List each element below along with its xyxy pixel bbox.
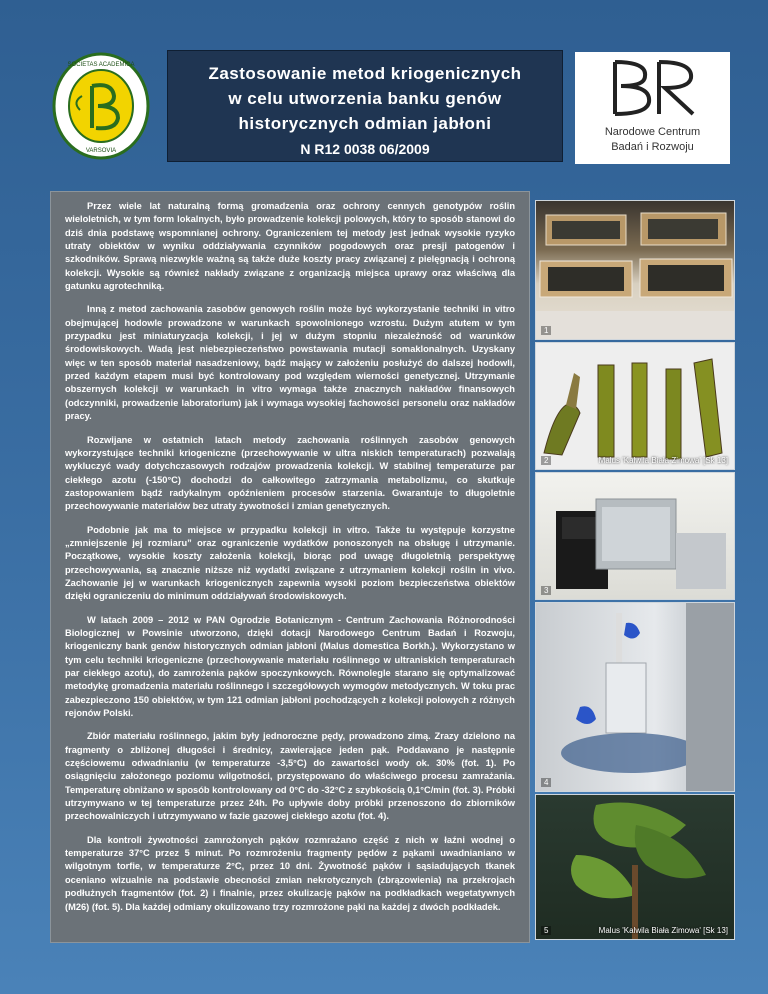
trays-illustration <box>536 201 735 340</box>
ncbr-line-2: Badań i Rozwoju <box>611 141 694 153</box>
paragraph-7: Dla kontroli żywotności zamrożonych pąków rozmrażano część z nich w łaźni wodnej o temperaturze 37°C przez 5 minut. Po rozmrożeniu fragmenty pędów z pąkami uwadnianiano w wilgotnym torfie, w temperaturze 2°C, przez 10 dni. Żywotność pąków i sąsiadujących tkanek oceniano wizualnie na podstawie obecności zmian nekrotycznych (zbrązowienia) na przekrojach podłużnych fragmentów (fot. 2) i finalnie, przez okulizację pąków na podkładkach wegetatywnych (M26) (fot. 5). Dla każdej odmiany okulizowano trzy rozmrożone pąki na każdej z dwóch podkładek. <box>65 834 515 912</box>
photo-2-number: 2 <box>541 456 551 465</box>
photo-5-number: 5 <box>541 926 551 935</box>
photo-2-caption: Malus 'Kalwila Biała Zimowa' [Sk 13] <box>598 456 728 465</box>
nitrogen-tank-illustration <box>536 603 735 792</box>
botanical-garden-logo <box>52 52 150 160</box>
photo-5-grafted-bud <box>535 794 735 940</box>
photo-4-liquid-nitrogen-tank <box>535 602 735 792</box>
paragraph-4: Podobnie jak ma to miejsce w przypadku kolekcji in vitro. Także tu występuje korzystne „zmniejszenie jej rozmiaru” oraz ograniczenie wydatków ponoszonych na obsługę i utrzymanie. Początkowe, wysokie koszty założenia kolekcji, biorąc pod uwagę długoletnią perspektywę przechowywania, są znacznie niższe niż wydatki związane z utrzymaniem kolekcji roślin in vivo. Zachowanie jej w warunkach kriogenicznych zapewnia wysoki poziom bezpieczeństwa obiektów dzięki ograniczeniu do minimum oddziaływań środowiskowych. <box>65 524 515 602</box>
photo-1-drying-trays <box>535 200 735 340</box>
photo-3-freezing-equipment <box>535 472 735 600</box>
title-line-2: w celu utworzenia banku genów <box>228 89 502 108</box>
photo-4-number: 4 <box>541 778 551 787</box>
photo-1-number: 1 <box>541 326 551 335</box>
paragraph-5: W latach 2009 – 2012 w PAN Ogrodzie Botanicznym - Centrum Zachowania Różnorodności Biologicznej w Powsinie utworzono, dzięki dotacji Narodowego Centrum Badań i Rozwoju, kriogeniczny bank genów historycznych odmian jabłoni (Malus domestica Borkh.). Wykorzystano w tym celu techniki kriogeniczne (przechowywanie materiału roślinnego w ultraniskich temperaturach par ciekłego azotu), do zamrożenia pąków spoczynkowych. Równolegle starano się optymalizować metodykę gromadzenia materiału roślinnego i szczegółowych wymogów metodycznych. W toku prac zabezpieczono 150 obiektów, w tym 121 odmian jabłoni pochodzących z kolekcji polowych z różnych rejonów Polski. <box>65 614 515 719</box>
paragraph-1: Przez wiele lat naturalną formą gromadzenia oraz ochrony cennych genotypów roślin wieloletnich, w tym form lokalnych, było prowadzenie kolekcji polowych, który to sposób stanowi do dziś dnia podstawę wspomnianej ochrony. Ograniczeniem tej metody jest jednak wysokie ryzyko utraty obiektów w wyniku oddziaływania czynników pogodowych oraz presji patogenów i szkodników. Sprawą niezwykle ważną są także duże koszty pracy związanej z pielęgnacją i ochroną kolekcji. Wysokie są również nakłady związane z organizacją miejsca uprawy oraz właściwą dla gatunku agrotechniką. <box>65 201 515 292</box>
paragraph-6: Zbiór materiału roślinnego, jakim były jednoroczne pędy, prowadzono zimą. Zrazy dzielono na fragmenty o zbliżonej długości i średnicy, zawierające jeden pąk. Poddawano je następnie częściowemu odwadnianiu (w temperaturze -3,5°C) do zawartości wody ok. 30% (fot. 1). Po osiągnięciu założonego poziomu wilgotności, przystępowano do właściwego procesu zamrażania. Temperaturę obniżano w sposób kontrolowany od 0°C do -32°C z szybkością 0,1°C/min (fot. 3). Próbki utrzymywano w tej temperaturze przez 24h. Po upływie doby próbki przenoszono do zbiorników przechowalniczych i utrzymywano w fazie gazowej ciekłego azotu (fot. 4). <box>65 731 515 822</box>
svg-text:SOCIETAS ACADEMICA: SOCIETAS ACADEMICA <box>67 62 135 68</box>
title-line-3: historycznych odmian jabłoni <box>238 114 492 133</box>
freezer-illustration <box>536 473 735 600</box>
paragraph-2: Inną z metod zachowania zasobów genowych roślin może być wykorzystanie techniki in vitro obejmującej hodowle prowadzone w warunkach spowolnionego wzrostu. Dużym atutem w tym przypadku jest miniaturyzacja kolekcji, i jej w dużym stopniu niezależność od warunków środowiskowych. Wadą jest niebezpieczeństwo powstawania mutacji somaklonalnych. Uzyskany więc w ten sposób materiał nasadzeniowy, bądź mający w założeniu posłużyć do dalszej hodowli, przed każdym etapem musi być kontrolowany pod względem wierności genetycznej. Utrzymanie obszernych kolekcji w warunkach in vitro wymaga także znacznych nakładów finansowych (odczynniki, prowadzenie laboratorium) jak i wymaga wysokiej fachowości personelu oraz nakładów pracy. <box>65 304 515 422</box>
ncbr-line-1: Narodowe Centrum <box>604 126 701 138</box>
paragraph-3: Rozwijane w ostatnich latach metody zachowania roślinnych zasobów genowych wykorzystujące techniki kriogeniczne (przechowywanie w ultra niskich temperaturach) pozwalają wykluczyć wady dotychczasowych rodzajów prowadzenia kolekcji. W stabilnej temperaturze par ciekłego azotu (-150°C) dochodzi do całkowitego zatrzymania metabolizmu, co skutkuje zastopowaniem bądź radykalnym opóźnieniem procesów starzenia. Gwarantuje to długoletnie przechowywanie materiałów bez utraty żywotności i zmian genetycznych. <box>65 434 515 512</box>
photo-3-number: 3 <box>541 586 551 595</box>
shoot-sections-illustration <box>536 343 735 470</box>
article-text-box <box>50 191 530 943</box>
ncbr-logo <box>575 52 730 164</box>
grafted-bud-illustration <box>536 795 735 940</box>
title-line-1: Zastosowanie metod kriogenicznych <box>208 64 522 83</box>
photo-5-caption: Malus 'Kalwila Biała Zimowa' [Sk 13] <box>598 926 728 935</box>
project-code: N R12 0038 06/2009 <box>300 141 430 157</box>
title-box <box>167 50 563 162</box>
svg-text:VARSOVIA: VARSOVIA <box>85 148 117 154</box>
ncbr-logo-mark <box>575 52 730 122</box>
photo-2-shoot-sections <box>535 342 735 470</box>
